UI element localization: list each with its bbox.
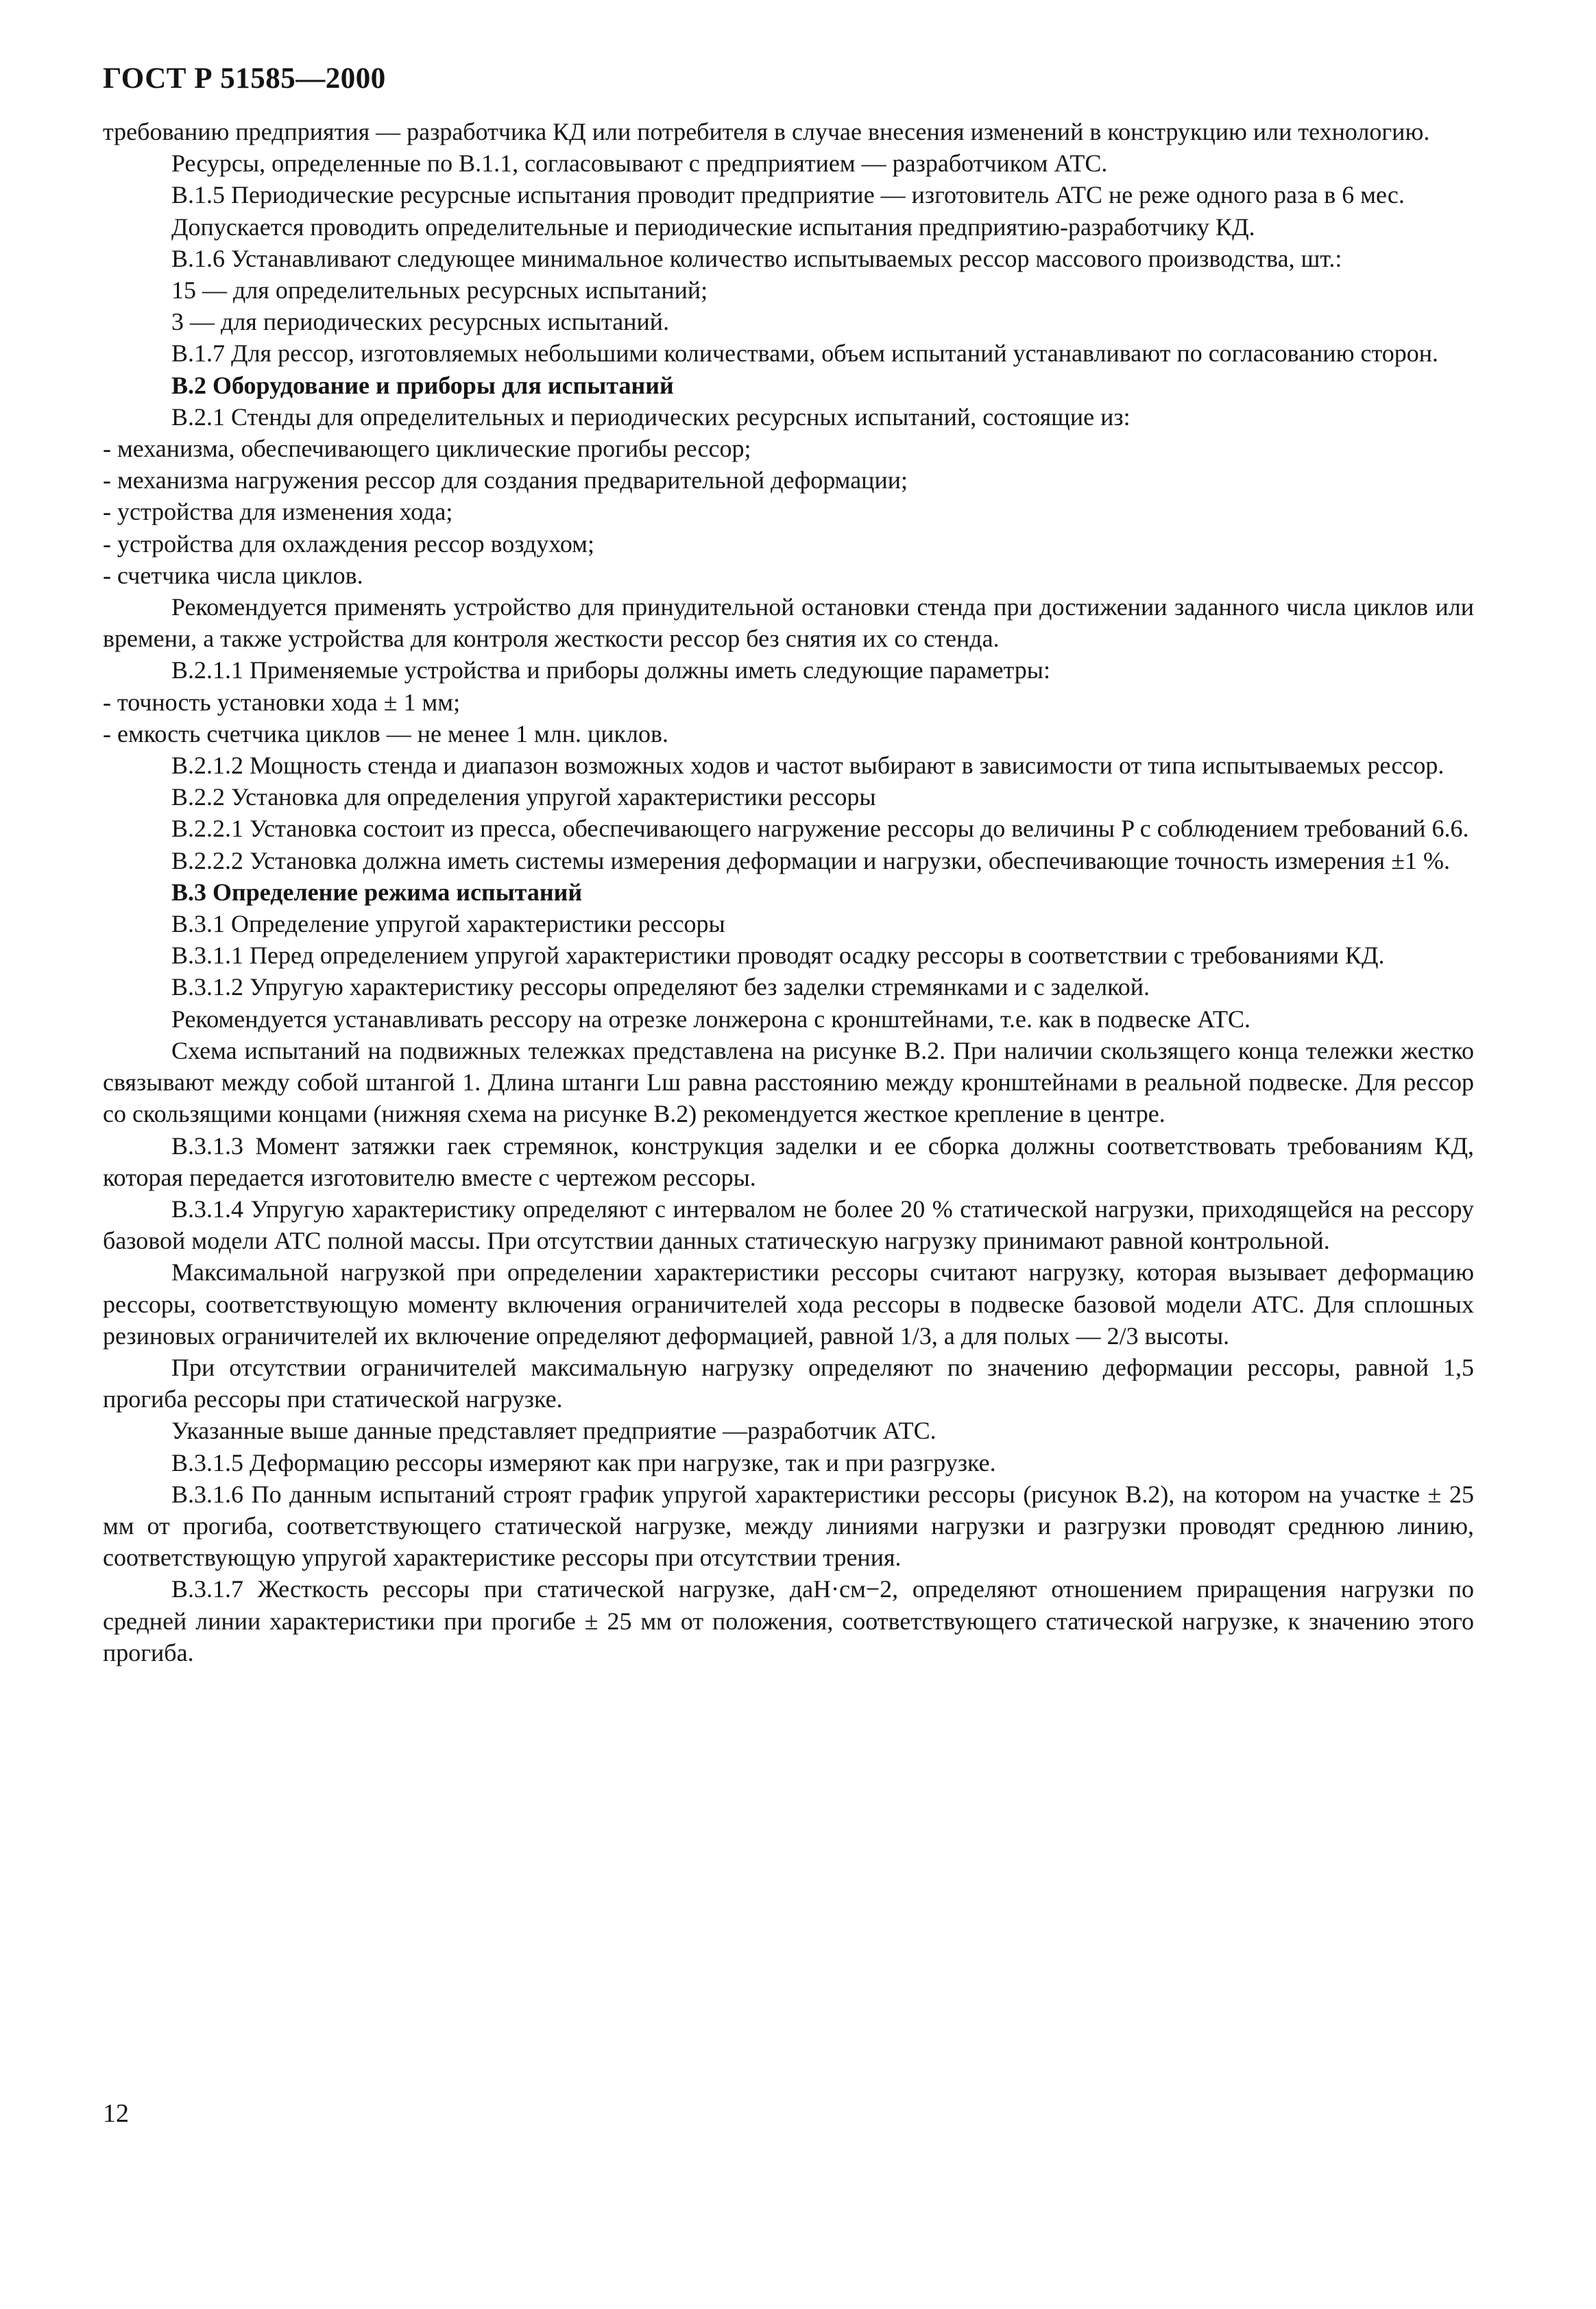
- paragraph: В.3.1.3 Момент затяжки гаек стремянок, конструкция заделки и ее сборка должны соответствовать требованиям КД, которая передается изготовителю вместе с чертежом рессоры.: [103, 1132, 1474, 1191]
- paragraph: В.3.1.5 Деформацию рессоры измеряют как при нагрузке, так и при разгрузке.: [171, 1448, 996, 1476]
- paragraph: При отсутствии ограничителей максимальную нагрузку определяют по значению деформации рессоры, равной 1,5 прогиба рессоры при статической нагрузке.: [103, 1353, 1474, 1413]
- paragraph: В.3.1.2 Упругую характеристику рессоры определяют без заделки стремянками и с заделкой.: [171, 973, 1150, 1001]
- paragraph: Рекомендуется устанавливать рессору на отрезке лонжерона с кронштейнами, т.е. как в подвеске АТС.: [171, 1005, 1250, 1033]
- section-heading: В.2 Оборудование и приборы для испытаний: [171, 371, 674, 399]
- paragraph: требованию предприятия — разработчика КД или потребителя в случае внесения изменений в конструкцию или технологию.: [103, 118, 1430, 145]
- paragraph: В.2.1 Стенды для определительных и периодических ресурсных испытаний, состоящие из:: [171, 403, 1130, 431]
- paragraph: В.2.1.2 Мощность стенда и диапазон возможных ходов и частот выбирают в зависимости от типа испытываемых рессор.: [171, 752, 1444, 780]
- paragraph: 15 — для определительных ресурсных испытаний;: [171, 276, 708, 304]
- paragraph: В.1.5 Периодические ресурсные испытания проводит предприятие — изготовитель АТС не реже одного раза в 6 мес.: [171, 181, 1405, 209]
- paragraph: В.1.6 Устанавливают следующее минимальное количество испытываемых рессор массового производства, шт.:: [171, 244, 1342, 272]
- paragraph: В.3.1.4 Упругую характеристику определяют с интервалом не более 20 % статической нагрузки, приходящейся на рессору базовой модели АТС полной массы. При отсутствии данных статическую нагрузку принимают равной контрольной.: [103, 1195, 1474, 1255]
- paragraph: Ресурсы, определенные по В.1.1, согласовывают с предприятием — разработчиком АТС.: [171, 149, 1108, 178]
- list-item: - устройства для охлаждения рессор воздухом;: [103, 529, 594, 558]
- list-item: - механизма, обеспечивающего циклические прогибы рессор;: [103, 435, 751, 463]
- paragraph: Схема испытаний на подвижных тележках представлена на рисунке В.2. При наличии скользящего конца тележки жестко связывают между собой штангой 1. Длина штанги Lш равна расстоянию между кронштейнами в реальной подвеске. Для рессор со скользящими концами (нижняя схема на рисунке В.2) рекомендуется жесткое крепление в центре.: [103, 1036, 1474, 1128]
- paragraph: В.2.1.1 Применяемые устройства и приборы должны иметь следующие параметры:: [171, 656, 1050, 684]
- document-page: [103, 62, 1474, 1668]
- document-body: [103, 116, 1474, 1668]
- section-heading: В.3 Определение режима испытаний: [171, 878, 583, 906]
- paragraph: В.3.1.1 Перед определением упругой характеристики проводят осадку рессоры в соответствии с требованиями КД.: [171, 942, 1385, 970]
- paragraph: В.2.2.1 Установка состоит из пресса, обеспечивающего нагружение рессоры до величины P с соблюдением требований 6.6.: [171, 815, 1469, 843]
- paragraph: Максимальной нагрузкой при определении характеристики рессоры считают нагрузку, которая вызывает деформацию рессоры, соответствующую моменту включения ограничителей хода рессоры в подвеске базовой модели АТС. Для сплошных резиновых ограничителей их включение определяют деформацией, равной 1/3, а для полых — 2/3 высоты.: [103, 1258, 1474, 1350]
- paragraph: Рекомендуется применять устройство для принудительной остановки стенда при достижении заданного числа циклов или времени, а также устройства для контроля жесткости рессор без снятия их со стенда.: [103, 593, 1474, 653]
- paragraph: В.2.2 Установка для определения упругой характеристики рессоры: [171, 783, 876, 811]
- paragraph: В.3.1.6 По данным испытаний строят график упругой характеристики рессоры (рисунок В.2), на котором на участке ± 25 мм от прогиба, соответствующего статической нагрузке, между линиями нагрузки и разгрузки проводят среднюю линию, соответствующую упругой характеристике рессоры при отсутствии трения.: [103, 1480, 1474, 1572]
- list-item: - точность установки хода ± 1 мм;: [103, 688, 461, 716]
- list-item: - механизма нагружения рессор для создания предварительной деформации;: [103, 466, 908, 494]
- list-item: - устройства для изменения хода;: [103, 498, 453, 526]
- document-header: ГОСТ Р 51585—2000: [103, 62, 386, 95]
- paragraph: В.3.1.7 Жесткость рессоры при статической нагрузке, даН·см−2, определяют отношением приращения нагрузки по средней линии характеристики при прогибе ± 25 мм от положения, соответствующего статической нагрузке, к значению этого прогиба.: [103, 1575, 1474, 1666]
- list-item: - емкость счетчика циклов — не менее 1 млн. циклов.: [103, 719, 669, 747]
- list-item: - счетчика числа циклов.: [103, 561, 363, 589]
- page-number: 12: [103, 2099, 129, 2128]
- paragraph: 3 — для периодических ресурсных испытаний.: [171, 308, 670, 336]
- paragraph: Указанные выше данные представляет предприятие —разработчик АТС.: [171, 1417, 936, 1445]
- paragraph: В.3.1 Определение упругой характеристики рессоры: [171, 910, 725, 938]
- paragraph: В.1.7 Для рессор, изготовляемых небольшими количествами, объем испытаний устанавливают по согласованию сторон.: [171, 339, 1438, 368]
- paragraph: В.2.2.2 Установка должна иметь системы измерения деформации и нагрузки, обеспечивающие точность измерения ±1 %.: [171, 846, 1450, 874]
- paragraph: Допускается проводить определительные и периодические испытания предприятию-разработчику КД.: [171, 213, 1255, 241]
